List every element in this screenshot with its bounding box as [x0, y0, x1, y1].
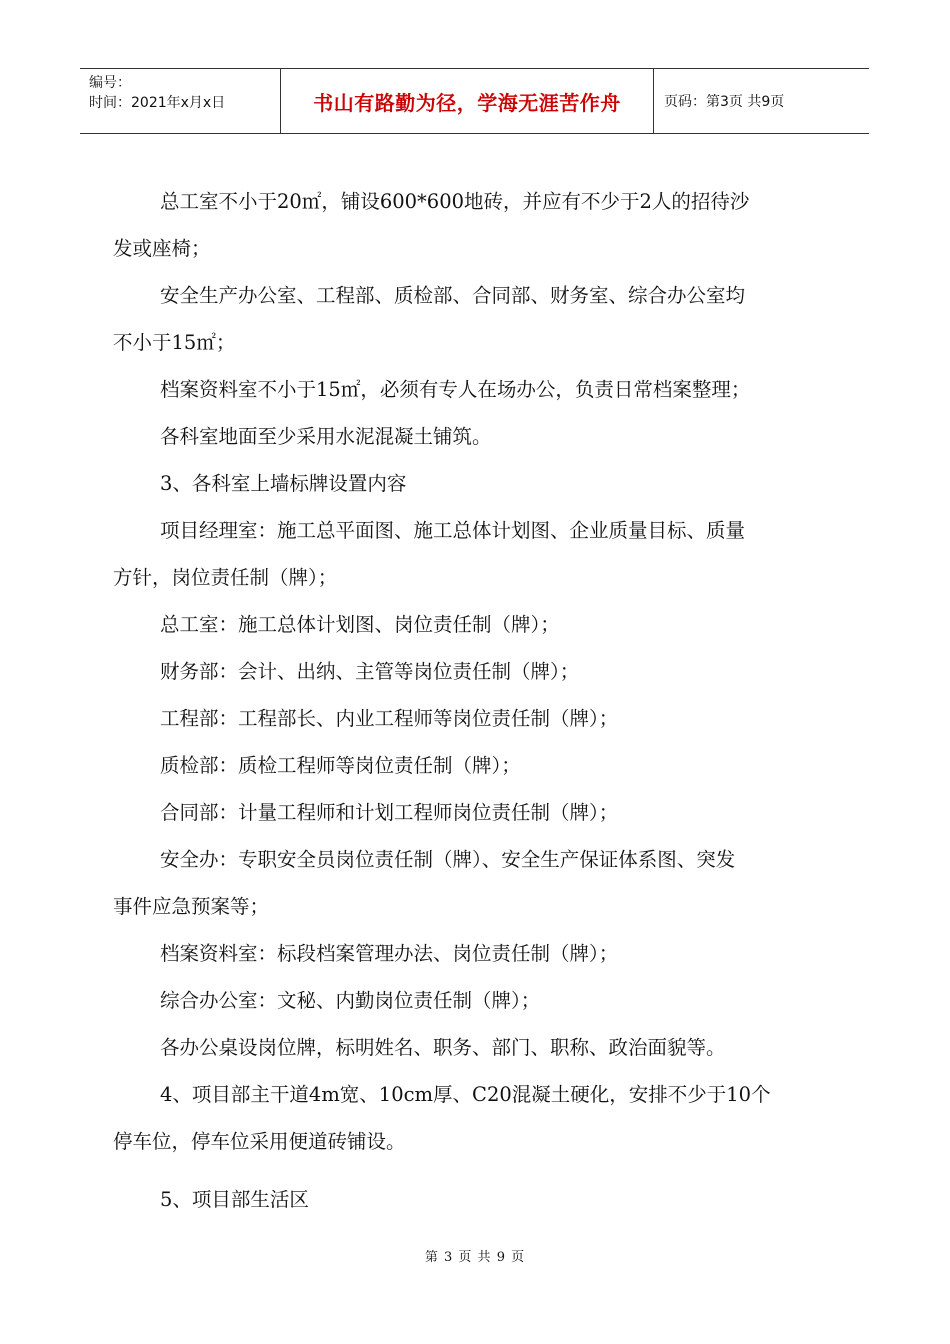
serial-label: 编号： [89, 75, 131, 91]
body-line: 工程部：工程部长、内业工程师等岗位责任制（牌）； [160, 707, 619, 730]
section-heading: 3、各科室上墙标牌设置内容 [160, 472, 407, 495]
body-line: 质检部：质检工程师等岗位责任制（牌）； [160, 754, 521, 777]
body-line: 各办公桌设岗位牌，标明姓名、职务、部门、职称、政治面貌等。 [160, 1036, 726, 1059]
section-heading: 5、项目部生活区 [160, 1188, 309, 1211]
body-line: 安全办：专职安全员岗位责任制（牌）、安全生产保证体系图、突发 [160, 848, 736, 871]
body-line: 不小于15㎡； [113, 331, 236, 354]
body-line: 总工室不小于20㎡，铺设600*600地砖，并应有不少于2人的招待沙 [160, 190, 750, 213]
page-footer: 第 3 页 共 9 页 [424, 1250, 526, 1265]
header-meta [80, 69, 281, 133]
body-line: 综合办公室：文秘、内勤岗位责任制（牌）； [160, 989, 541, 1012]
date-label: 时间：2021年x月x日 [89, 95, 226, 111]
body-line: 档案资料室：标段档案管理办法、岗位责任制（牌）； [160, 942, 619, 965]
page-header [80, 68, 869, 134]
body-line: 财务部：会计、出纳、主管等岗位责任制（牌）； [160, 660, 580, 683]
body-line: 项目经理室：施工总平面图、施工总体计划图、企业质量目标、质量 [160, 519, 746, 542]
body-line: 事件应急预案等； [113, 895, 270, 918]
body-line: 安全生产办公室、工程部、质检部、合同部、财务室、综合办公室均 [160, 284, 746, 307]
paragraph-gap [113, 1165, 838, 1176]
header-motto: 书山有路勤为径，学海无涯苦作舟 [281, 69, 654, 133]
body-line: 停车位，停车位采用便道砖铺设。 [113, 1130, 406, 1153]
section-heading: 4、项目部主干道4m宽、10cm厚、C20混凝土硬化，安排不少于10个 [160, 1083, 771, 1106]
body-line: 发或座椅； [113, 237, 211, 260]
document-body [113, 178, 838, 1223]
body-line: 档案资料室不小于15㎡，必须有专人在场办公，负责日常档案整理； [160, 378, 751, 401]
body-line: 各科室地面至少采用水泥混凝土铺筑。 [160, 425, 492, 448]
body-line: 方针，岗位责任制（牌）； [113, 566, 338, 589]
header-page-info: 页码：第3页 共9页 [664, 94, 785, 110]
body-line: 合同部：计量工程师和计划工程师岗位责任制（牌）； [160, 801, 619, 824]
body-line: 总工室：施工总体计划图、岗位责任制（牌）； [160, 613, 560, 636]
